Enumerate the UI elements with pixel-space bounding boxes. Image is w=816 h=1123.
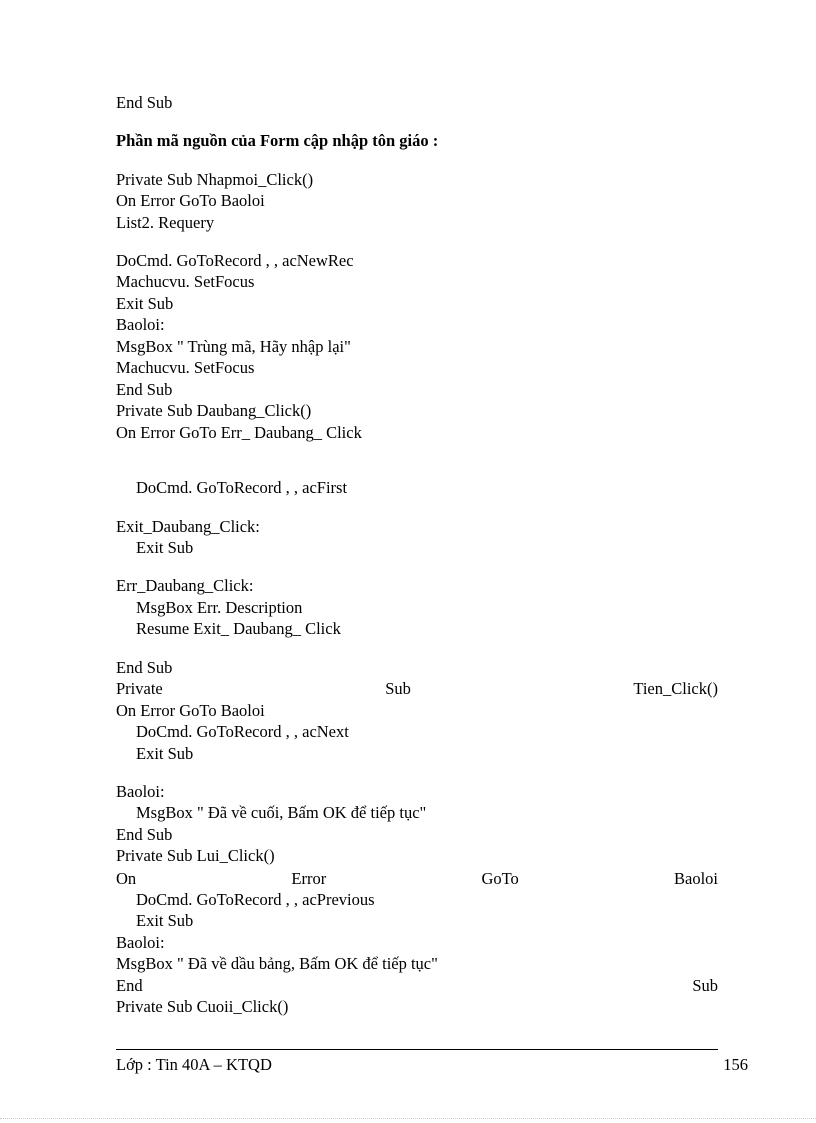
footer-class-label: Lớp : Tin 40A – KTQD xyxy=(116,1055,272,1074)
code-line-justified xyxy=(116,976,718,996)
page-bottom-border xyxy=(0,1118,816,1119)
code-line: End Sub xyxy=(116,380,173,399)
section-heading: Phần mã nguồn của Form cập nhập tôn giáo : xyxy=(116,131,439,150)
code-line: Baoloi: xyxy=(116,315,165,334)
code-line: Err_Daubang_Click: xyxy=(116,576,254,595)
code-line-justified xyxy=(116,679,718,699)
code-line: MsgBox " Đã về dầu bảng, Bấm OK để tiếp tục" xyxy=(116,954,438,973)
code-word: Sub xyxy=(692,976,718,995)
code-line: Exit Sub xyxy=(136,911,194,930)
code-line: Exit Sub xyxy=(136,744,194,763)
code-line: Exit Sub xyxy=(116,294,174,313)
code-line: MsgBox Err. Description xyxy=(136,598,303,617)
code-line: MsgBox " Trùng mã, Hãy nhập lại" xyxy=(116,337,351,356)
code-word: On xyxy=(116,869,137,888)
code-line: List2. Requery xyxy=(116,213,215,232)
code-line: DoCmd. GoToRecord , , acFirst xyxy=(136,478,348,497)
code-word: Baoloi xyxy=(674,869,718,888)
code-line: Private Sub Daubang_Click() xyxy=(116,401,312,420)
code-line: End Sub xyxy=(116,658,173,677)
code-line: On Error GoTo Baoloi xyxy=(116,701,265,720)
code-line: MsgBox " Đã về cuối, Bấm OK để tiếp tục" xyxy=(136,803,427,822)
code-word: Sub xyxy=(385,679,411,698)
code-line: DoCmd. GoToRecord , , acPrevious xyxy=(136,890,375,909)
code-word: GoTo xyxy=(481,869,519,888)
page-number: 156 xyxy=(723,1055,748,1074)
code-line: DoCmd. GoToRecord , , acNewRec xyxy=(116,251,354,270)
code-word: Tien_Click() xyxy=(633,679,718,698)
code-word: Private xyxy=(116,679,163,698)
code-line: Private Sub Lui_Click() xyxy=(116,846,275,865)
code-line: Exit_Daubang_Click: xyxy=(116,517,260,536)
code-line: On Error GoTo Baoloi xyxy=(116,191,265,210)
code-line: DoCmd. GoToRecord , , acNext xyxy=(136,722,349,741)
code-line: On Error GoTo Err_ Daubang_ Click xyxy=(116,423,362,442)
code-word: End xyxy=(116,976,143,995)
code-line: Machucvu. SetFocus xyxy=(116,358,255,377)
code-line: Machucvu. SetFocus xyxy=(116,272,255,291)
footer-divider xyxy=(116,1049,718,1050)
code-line: Private Sub Cuoii_Click() xyxy=(116,997,289,1016)
code-line: Private Sub Nhapmoi_Click() xyxy=(116,170,314,189)
code-line: Baoloi: xyxy=(116,933,165,952)
code-line: Resume Exit_ Daubang_ Click xyxy=(136,619,341,638)
code-line: Baoloi: xyxy=(116,782,165,801)
code-line: End Sub xyxy=(116,93,173,112)
code-word: Error xyxy=(291,869,327,888)
code-line-justified xyxy=(116,869,718,889)
code-line: End Sub xyxy=(116,825,173,844)
code-line: Exit Sub xyxy=(136,538,194,557)
